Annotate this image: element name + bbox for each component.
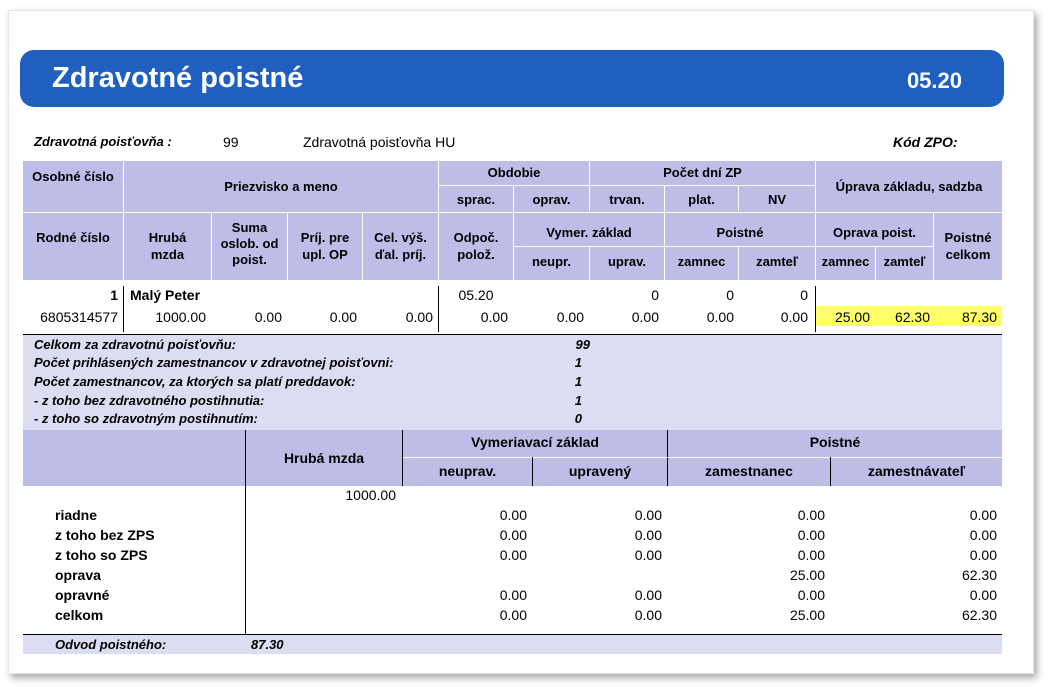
row-upraveny: 0.00 [634,507,662,523]
row-zamestnanec: 0.00 [797,527,825,543]
row-label: oprava [55,567,101,583]
row-neuprav: 0.00 [499,607,527,623]
row-zamestnanec: 25.00 [789,567,825,583]
employee-prij-pre: 0.00 [329,309,357,325]
hdr-osobne-cislo: Osobné číslo [32,169,114,184]
hdr-hruba-mzda: Hrubá mzda [148,230,187,262]
row-label: riadne [55,507,98,523]
employee-zamtel: 0.00 [780,309,808,325]
hdr-plat: plat. [688,192,715,207]
page-title: Zdravotné poistné [52,62,304,94]
row-neuprav: 0.00 [499,547,527,563]
row-label: celkom [55,607,104,623]
hdr-nv: NV [767,192,787,207]
bh-hruba-mzda: Hrubá mzda [283,450,365,466]
row-zamestnavatel: 0.00 [969,587,997,603]
insurer-label: Zdravotná poisťovňa : [34,134,172,149]
hdr-zamtel: zamteľ [756,254,798,269]
row-zamestnavatel: 0.00 [969,527,997,543]
employee-oprava-zamnec: 25.00 [834,309,870,325]
hdr-cel-vys: Cel. výš. ďal. príj. [374,230,427,262]
row-upraveny: 0.00 [634,527,662,543]
employee-nv: 0 [800,287,808,303]
row-label: opravné [55,587,110,603]
hdr-vymer: Vymer. základ [546,225,632,240]
employee-odpoc: 0.00 [480,309,508,325]
row-zamestnanec: 0.00 [797,587,825,603]
employee-zamnec: 0.00 [706,309,734,325]
summary-label: - z toho bez zdravotného postihnutia: [34,393,265,408]
hdr-obdobie: Obdobie [487,165,541,180]
row-upraveny: 0.00 [634,587,662,603]
employee-number: 1 [110,287,118,303]
row-zamestnavatel: 0.00 [969,547,997,563]
row-zamestnanec: 0.00 [797,507,825,523]
hdr-poistne-celkom: Poistné celkom [944,230,992,262]
insurer-code: 99 [223,134,239,150]
hdr-prij-pre: Príj. pre upl. OP [300,230,350,262]
hdr-odpoc: Odpoč. polož. [453,230,499,262]
row-zamestnanec: 0.00 [797,547,825,563]
bh-poistne: Poistné [809,434,861,450]
odvod-value: 87.30 [251,637,284,652]
summary-value: 99 [575,337,590,352]
employee-trvan: 0 [651,287,659,303]
summary-label: - z toho so zdravotným postihnutím: [34,411,258,426]
hruba-mzda-total: 1000.00 [345,487,396,503]
summary-value: 1 [574,355,582,370]
insurer-name: Zdravotná poisťovňa HU [303,134,456,150]
hdr-neupr: neupr. [531,254,571,269]
employee-cel-vys: 0.00 [405,309,433,325]
row-neuprav: 0.00 [499,527,527,543]
row-label: z toho so ZPS [55,547,148,563]
employee-hruba-mzda: 1000.00 [155,309,206,325]
row-label: z toho bez ZPS [55,527,155,543]
odvod-label: Odvod poistného: [55,637,167,652]
summary-value: 1 [574,393,582,408]
employee-name: Malý Peter [130,287,201,303]
hdr-priezvisko: Priezvisko a meno [224,179,338,194]
hdr-zamnec: zamnec [677,254,726,269]
bh-vymer: Vymeriavací základ [471,434,599,450]
hdr-uprava: Úprava základu, sadzba [835,179,983,194]
employee-oprava-zamtel: 62.30 [894,309,930,325]
hdr-trvan: trvan. [609,192,645,207]
hdr-pocet-dni: Počet dní ZP [663,165,742,180]
employee-uprav: 0.00 [631,309,659,325]
summary-label: Počet prihlásených zamestnancov v zdravotnej poisťovni: [34,355,394,370]
row-upraveny: 0.00 [634,607,662,623]
row-zamestnavatel: 62.30 [961,567,997,583]
bh-zamestnanec: zamestnanec [705,463,793,479]
employee-neupr: 0.00 [556,309,584,325]
summary-value: 1 [574,374,582,389]
bh-neuprav: neuprav. [438,463,497,479]
bh-zamestnavatel: zamestnávateľ [867,463,966,479]
hdr-poistne: Poistné [716,225,764,240]
hdr-sprac: sprac. [456,192,496,207]
odvod-row [23,635,1002,654]
employee-plat: 0 [726,287,734,303]
bh-upraveny: upravený [568,463,632,479]
row-upraveny: 0.00 [634,547,662,563]
hdr-oprava-zamtel: zamteľ [883,254,926,269]
row-zamestnavatel: 62.30 [961,607,997,623]
hdr-rodne-cislo: Rodné číslo [36,230,110,245]
title-bar [20,50,1004,107]
hdr-oprava-poist: Oprava poist. [832,225,917,240]
hdr-suma-oslob: Suma oslob. od poist. [220,220,279,267]
summary-label: Počet zamestnancov, za ktorých sa platí preddavok: [34,374,356,389]
period-label: 05.20 [906,68,962,93]
hdr-oprava-zamnec: zamnec [821,254,870,269]
employee-rodne-cislo: 6805314577 [40,309,118,325]
row-zamestnanec: 25.00 [789,607,825,623]
employee-sprac: 05.20 [458,287,494,303]
row-neuprav: 0.00 [499,507,527,523]
hdr-uprav: uprav. [607,254,647,269]
summary-value: 0 [574,411,582,426]
row-neuprav: 0.00 [499,587,527,603]
employee-suma-oslob: 0.00 [254,309,282,325]
hdr-oprav: oprav. [532,192,571,207]
employee-celkom: 87.30 [961,309,997,325]
summary-label: Celkom za zdravotnú poisťovňu: [34,337,236,352]
row-zamestnavatel: 0.00 [969,507,997,523]
zpo-label: Kód ZPO: [893,134,958,150]
